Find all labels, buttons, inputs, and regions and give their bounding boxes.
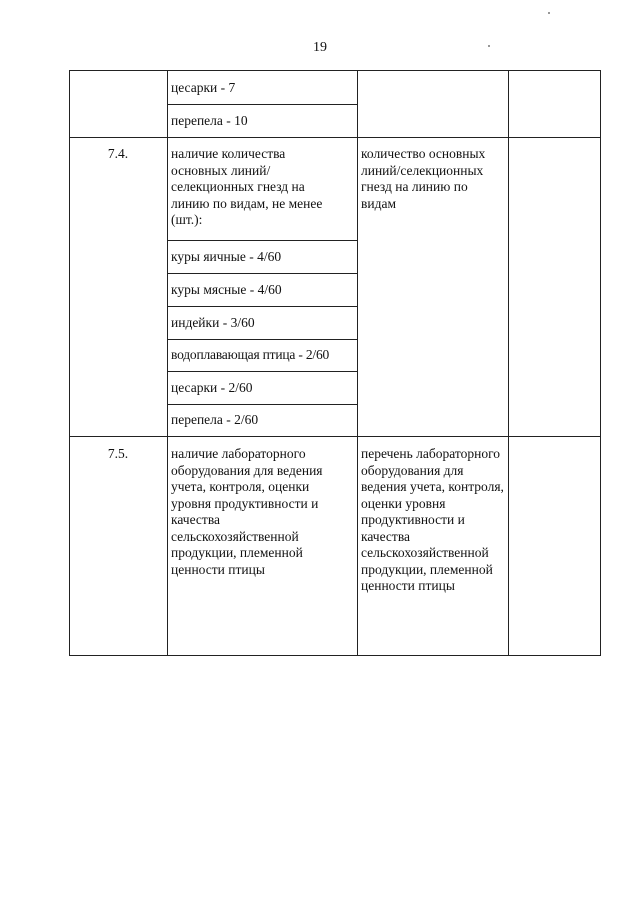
row-divider [69, 436, 601, 437]
subrow-divider [167, 273, 357, 274]
requirements-table [69, 70, 601, 656]
subrow-divider [167, 240, 357, 241]
subrow-divider [167, 306, 357, 307]
row-divider [69, 137, 601, 138]
page-number: 19 [313, 40, 327, 55]
sub-item: перепела - 10 [171, 113, 248, 128]
sub-item: цесарки - 2/60 [171, 380, 253, 395]
sub-item: цесарки - 7 [171, 80, 236, 95]
subrow-divider [167, 404, 357, 405]
sub-item: перепела - 2/60 [171, 412, 259, 427]
row-number: 7.4. [107, 146, 129, 161]
scan-speck [488, 45, 490, 47]
row-number [69, 70, 167, 74]
subrow-divider [167, 339, 357, 340]
subrow-divider [167, 104, 357, 105]
sub-item: куры мясные - 4/60 [171, 282, 282, 297]
indicator-cell [357, 70, 508, 74]
sub-item: куры яичные - 4/60 [171, 249, 282, 264]
value-cell [508, 442, 600, 446]
scan-speck [548, 12, 550, 14]
column-divider [508, 70, 509, 656]
sub-item: индейки - 3/60 [171, 315, 255, 330]
value-cell [508, 142, 600, 146]
row-number: 7.5. [107, 446, 129, 461]
subrow-divider [167, 371, 357, 372]
indicator-cell: перечень лабораторного оборудования для ведения учета, контроля, оценки уровня продуктивности и качества сельскохозяйственной продукции, племенной ценности птицы [361, 446, 504, 593]
sub-item: водоплавающая птица - 2/60 [171, 347, 330, 362]
requirement-text: наличие лабораторного оборудования для ведения учета, контроля, оценки уровня продуктивности и качества сельскохозяйственной продукции, племенной ценности птицы [171, 446, 323, 577]
table-border-right [600, 70, 601, 656]
table-border-bottom [69, 655, 601, 656]
value-cell [508, 70, 600, 74]
requirement-text: наличие количества основных линий/селекционных гнезд на линию по видам, не менее (шт.): [171, 146, 323, 227]
indicator-cell: количество основных линий/селекционных гнезд на линию по видам [361, 146, 486, 211]
